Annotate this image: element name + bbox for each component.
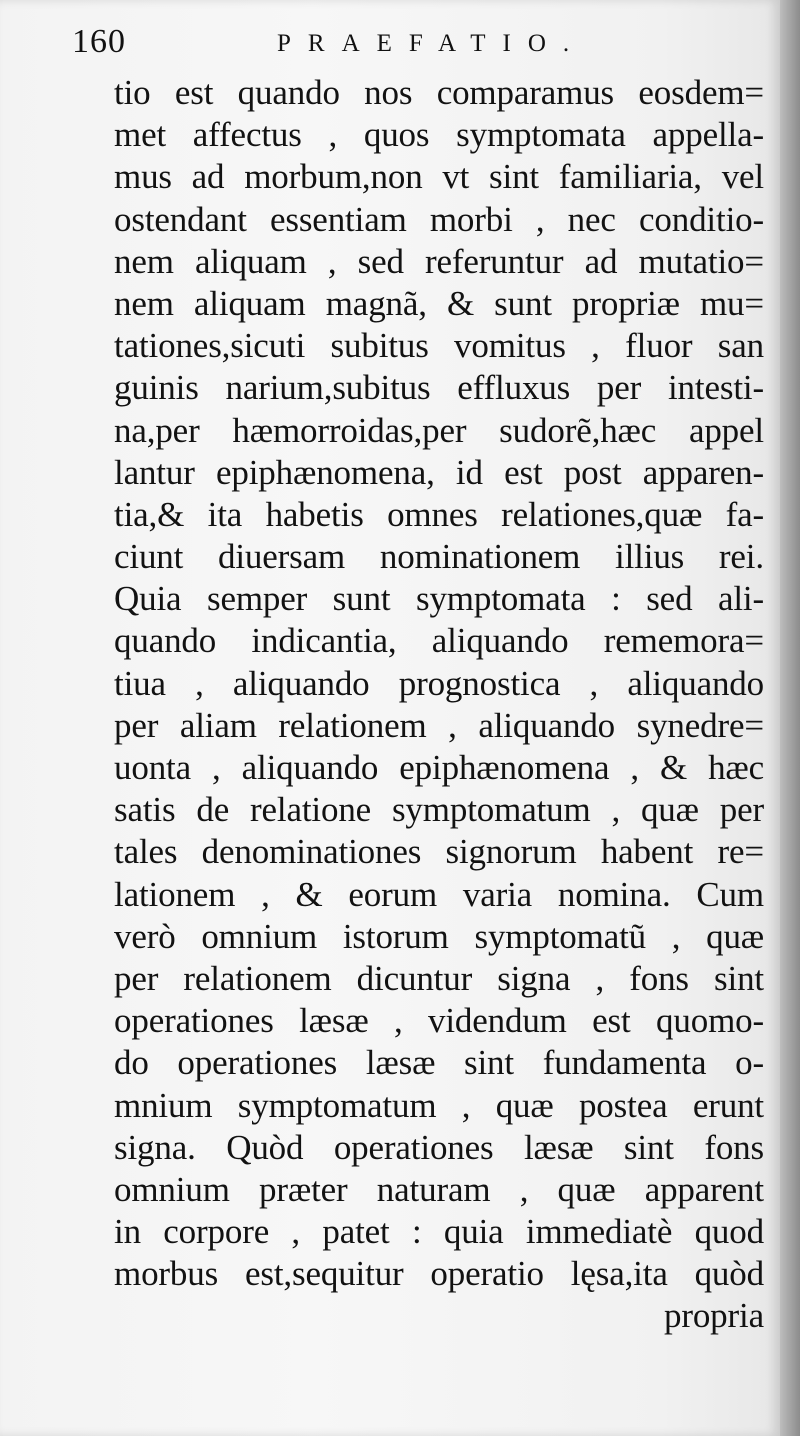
text-line: morbus est,sequitur operatio lęsa,ita quòd bbox=[114, 1254, 764, 1294]
text-line: per aliam relationem , aliquando synedre= bbox=[114, 705, 764, 745]
text-line: mnium symptomatum , quæ postea erunt bbox=[114, 1085, 764, 1125]
text-line: uonta , aliquando epiphænomena , & hæc bbox=[114, 748, 764, 787]
text-line: omnium præter naturam , quæ apparent bbox=[114, 1169, 764, 1209]
text-line: nem aliquam , sed referuntur ad mutatio= bbox=[114, 241, 764, 281]
text-line: lantur epiphænomena, id est post apparen- bbox=[114, 452, 764, 492]
text-line: na,per hæmorroidas,per sudorẽ,hæc appel bbox=[114, 410, 764, 450]
page-header bbox=[72, 18, 712, 66]
text-line: met affectus , quos symptomata appella- bbox=[114, 115, 764, 155]
text-line: ostendant essentiam morbi , nec conditio- bbox=[114, 199, 764, 239]
text-line: tia,& ita habetis omnes relationes,quæ fa- bbox=[114, 494, 764, 534]
text-line: quando indicantia, aliquando rememora= bbox=[114, 621, 764, 661]
text-line: tio est quando nos comparamus eosdem= bbox=[114, 73, 764, 112]
text-line: guinis narium,subitus effluxus per intesti- bbox=[114, 368, 764, 408]
text-line: ciunt diuersam nominationem illius rei. bbox=[114, 537, 764, 577]
text-line: tales denominationes signorum habent re= bbox=[114, 832, 764, 872]
body-text bbox=[114, 72, 764, 1338]
text-line: verò omnium istorum symptomatũ , quæ bbox=[114, 916, 764, 956]
text-line: operationes læsæ , videndum est quomo- bbox=[114, 1001, 764, 1041]
page-edge-shadow bbox=[780, 0, 800, 1436]
text-line: lationem , & eorum varia nomina. Cum bbox=[114, 874, 764, 914]
text-line: do operationes læsæ sint fundamenta o- bbox=[114, 1043, 764, 1083]
text-line: Quia semper sunt symptomata : sed ali- bbox=[114, 579, 764, 619]
text-line: signa. Quòd operationes læsæ sint fons bbox=[114, 1127, 764, 1167]
running-title: PRAEFATIO. bbox=[277, 30, 587, 57]
text-line: satis de relatione symptomatum , quæ per bbox=[114, 790, 764, 830]
page-number: 160 bbox=[72, 23, 126, 60]
text-line: in corpore , patet : quia immediatè quod bbox=[114, 1212, 764, 1252]
text-line: mus ad morbum,non vt sint familiaria, vel bbox=[114, 157, 764, 197]
catchword: propria bbox=[663, 1296, 764, 1336]
text-line: tationes,sicuti subitus vomitus , fluor san bbox=[114, 326, 764, 366]
text-line: tiua , aliquando prognostica , aliquando bbox=[114, 663, 764, 703]
text-line: per relationem dicuntur signa , fons sint bbox=[114, 958, 764, 998]
text-line: nem aliquam magnã, & sunt propriæ mu= bbox=[114, 283, 764, 323]
